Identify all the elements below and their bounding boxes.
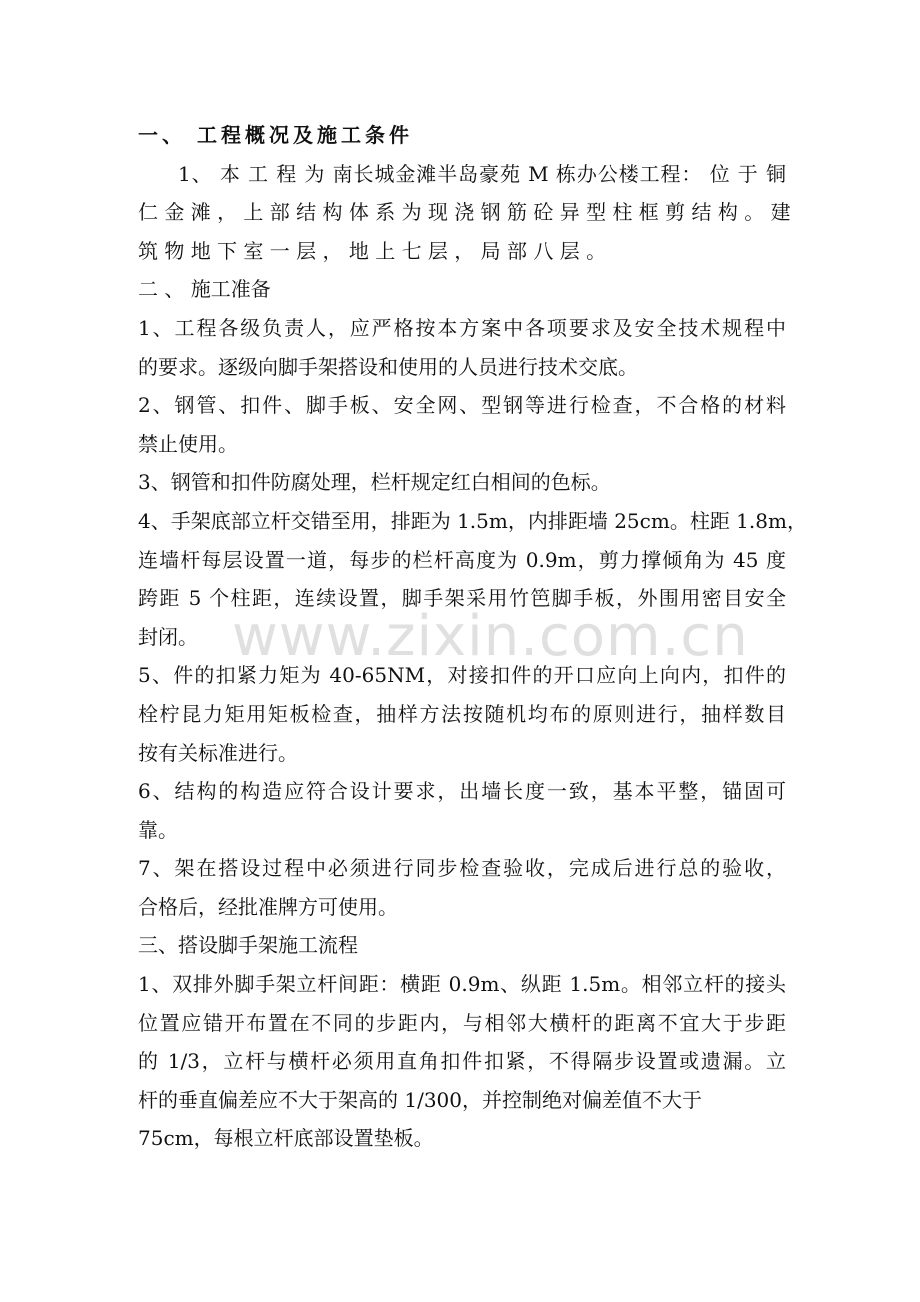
paragraph-line: 1、 本 工 程 为 南长城金滩半岛豪苑 M 栋办公楼工程： 位 于 铜: [178, 161, 786, 186]
paragraph-line: 3、钢管和扣件防腐处理，栏杆规定红白相间的色标。: [138, 470, 611, 495]
paragraph-line: 4、手架底部立杆交错至用，排距为 1.5m，内排距墙 25cm。柱距 1.8m，: [138, 508, 807, 533]
paragraph-line: 2、钢管、扣件、脚手板、安全网、型钢等进行检查，不合格的材料: [138, 393, 786, 418]
section-heading-2: 二 、 施工准备: [138, 277, 271, 302]
section-heading-1: 一、 工程概况及施工条件: [138, 123, 413, 147]
paragraph-line: 按有关标准进行。: [138, 740, 298, 765]
paragraph-line: 5、件的扣紧力矩为 40-65NM，对接扣件的开口应向上向内，扣件的: [138, 663, 786, 688]
paragraph-line: 75cm，每根立杆底部设置垫板。: [138, 1126, 434, 1151]
paragraph-line: 栓柠昆力矩用矩板检查，抽样方法按随机均布的原则进行，抽样数目: [138, 701, 786, 726]
paragraph-line: 的 1/3，立杆与横杆必须用直角扣件扣紧，不得隔步设置或遗漏。立: [138, 1049, 786, 1074]
paragraph-line: 1、双排外脚手架立杆间距：横距 0.9m、纵距 1.5m。相邻立杆的接头: [138, 972, 786, 997]
paragraph-line: 7、架在搭设过程中必须进行同步检查验收，完成后进行总的验收，: [138, 856, 786, 881]
paragraph-line: 的要求。逐级向脚手架搭设和使用的人员进行技术交底。: [138, 354, 638, 379]
paragraph-line: 位置应错开布置在不同的步距内，与相邻大横杆的距离不宜大于步距: [138, 1010, 786, 1035]
paragraph-line: 6、结构的构造应符合设计要求，出墙长度一致，基本平整，锚固可: [138, 779, 786, 804]
paragraph-line: 封闭。: [138, 624, 198, 649]
paragraph-line: 杆的垂直偏差应不大于架高的 1/300，并控制绝对偏差值不大于: [138, 1087, 702, 1112]
paragraph-line: 仁 金 滩 ， 上 部 结 构 体 系 为 现 浇 钢 筋 砼 异 型 柱 框 剪 结 构 。 建: [138, 200, 791, 225]
section-heading-3: 三、搭设脚手架施工流程: [138, 933, 358, 958]
paragraph-line: 禁止使用。: [138, 431, 238, 456]
paragraph-line: 连墙杆每层设置一道，每步的栏杆高度为 0.9m，剪力撑倾角为 45 度: [138, 547, 786, 572]
paragraph-line: 1、工程各级负责人，应严格按本方案中各项要求及安全技术规程中: [138, 315, 786, 340]
paragraph-line: 跨距 5 个柱距，连续设置，脚手架采用竹笆脚手板，外围用密目安全: [138, 586, 786, 611]
paragraph-line: 筑 物 地 下 室 一 层 ， 地 上 七 层 ， 局 部 八 层 。: [138, 238, 607, 263]
paragraph-line: 靠。: [138, 817, 178, 842]
paragraph-line: 合格后，经批准牌方可使用。: [138, 894, 398, 919]
watermark-text: www.zixin.com.cn: [232, 604, 749, 669]
